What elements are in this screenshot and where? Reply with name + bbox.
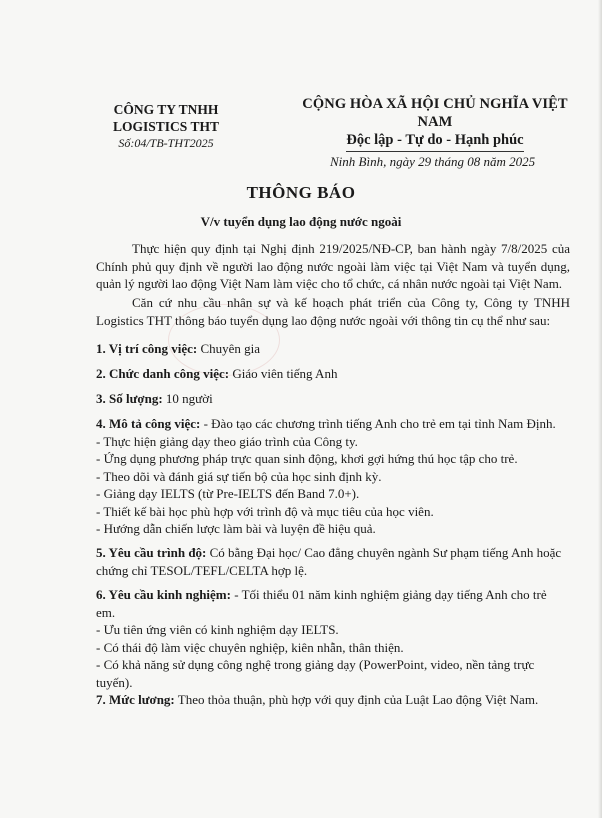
section-5-label: 5. Yêu cầu trình độ: — [96, 545, 207, 560]
company-name-line1: CÔNG TY TNHH — [113, 102, 219, 117]
section-3-text: 10 người — [162, 391, 213, 406]
list-item: - Giảng dạy IELTS (từ Pre-IELTS đến Band 7.0+). — [96, 486, 360, 501]
intro-paragraph-1: Thực hiện quy định tại Nghị định 219/2025/NĐ-CP, ban hành ngày 7/8/2025 của Chính phủ quy định về người lao động nước ngoài làm việc tại Việt Nam và tuyển dụng, quản lý người lao động Việt Nam làm việc cho tổ chức, cá nhân nước ngoài tại Việt Nam. — [96, 241, 570, 291]
section-6 — [96, 586, 566, 691]
national-header — [290, 95, 580, 152]
list-item: - Theo dõi và đánh giá sự tiến bộ của học sinh định kỳ. — [96, 468, 382, 484]
intro-paragraph-2: Căn cứ nhu cầu nhân sự và kế hoạch phát triển của Công ty, Công ty TNHH Logistics THT thông báo tuyển dụng lao động nước ngoài với thông tin cụ thể như sau: — [96, 295, 570, 328]
section-6-first-line — [96, 586, 566, 621]
section-4 — [96, 415, 566, 538]
section-7 — [96, 691, 566, 709]
document-number: Số:04/TB-THT2025 — [118, 136, 214, 150]
national-motto: Độc lập - Tự do - Hạnh phúc — [346, 131, 523, 152]
nation-name: CỘNG HÒA XÃ HỘI CHỦ NGHĨA VIỆT NAM — [302, 96, 568, 130]
list-item: - Ứng dụng phương pháp trực quan sinh động, khơi gợi hứng thú học tập cho trẻ. — [96, 451, 518, 466]
section-3-label: 3. Số lượng: — [96, 391, 163, 406]
section-2-label: 2. Chức danh công việc: — [96, 366, 230, 381]
section-2-text: Giáo viên tiếng Anh — [229, 366, 338, 381]
list-item: - Hướng dẫn chiến lược làm bài và luyện đề hiệu quả. — [96, 521, 376, 536]
page-edge — [598, 0, 602, 818]
section-3 — [96, 390, 566, 408]
section-1-text: Chuyên gia — [197, 341, 261, 356]
company-block — [96, 101, 236, 151]
section-4-first: - Đào tạo các chương trình tiếng Anh cho trẻ em tại tỉnh Nam Định. — [200, 416, 556, 431]
section-1 — [96, 340, 566, 358]
section-4-label: 4. Mô tả công việc: — [96, 416, 201, 431]
company-name-line2: LOGISTICS THT — [113, 119, 219, 134]
list-item: - Thiết kế bài học phù hợp với trình độ và mục tiêu của học viên. — [96, 503, 434, 519]
document-title: THÔNG BÁO — [246, 183, 356, 202]
section-5-text: Có bằng Đại học/ Cao đẳng chuyên ngành Sư phạm tiếng Anh hoặc chứng chỉ TESOL/TEFL/CELTA hợp lệ. — [96, 545, 562, 578]
list-item: - Ưu tiên ứng viên có kinh nghiệm dạy IELTS. — [96, 622, 339, 637]
list-item: - Thực hiện giảng dạy theo giáo trình của Công ty. — [96, 433, 358, 449]
section-7-label: 7. Mức lương: — [96, 692, 175, 707]
section-2 — [96, 365, 566, 383]
section-6-first: - Tối thiểu 01 năm kinh nghiệm giảng dạy tiếng Anh cho trẻ em. — [96, 587, 547, 620]
section-7-text: Theo thỏa thuận, phù hợp với quy định của Luật Lao động Việt Nam. — [174, 692, 539, 707]
section-5 — [96, 544, 566, 579]
section-4-first-line — [96, 415, 566, 433]
section-1-label: 1. Vị trí công việc: — [96, 341, 198, 356]
list-item: - Có thái độ làm việc chuyên nghiệp, kiên nhẫn, thân thiện. — [96, 639, 404, 655]
list-item: - Có khả năng sử dụng công nghệ trong giảng dạy (PowerPoint, video, nền tảng trực tuyến). — [96, 657, 535, 690]
section-6-label: 6. Yêu cầu kinh nghiệm: — [96, 587, 231, 602]
document-subject: V/v tuyển dụng lao động nước ngoài — [200, 214, 402, 229]
date-line: Ninh Bình, ngày 29 tháng 08 năm 2025 — [330, 154, 536, 169]
